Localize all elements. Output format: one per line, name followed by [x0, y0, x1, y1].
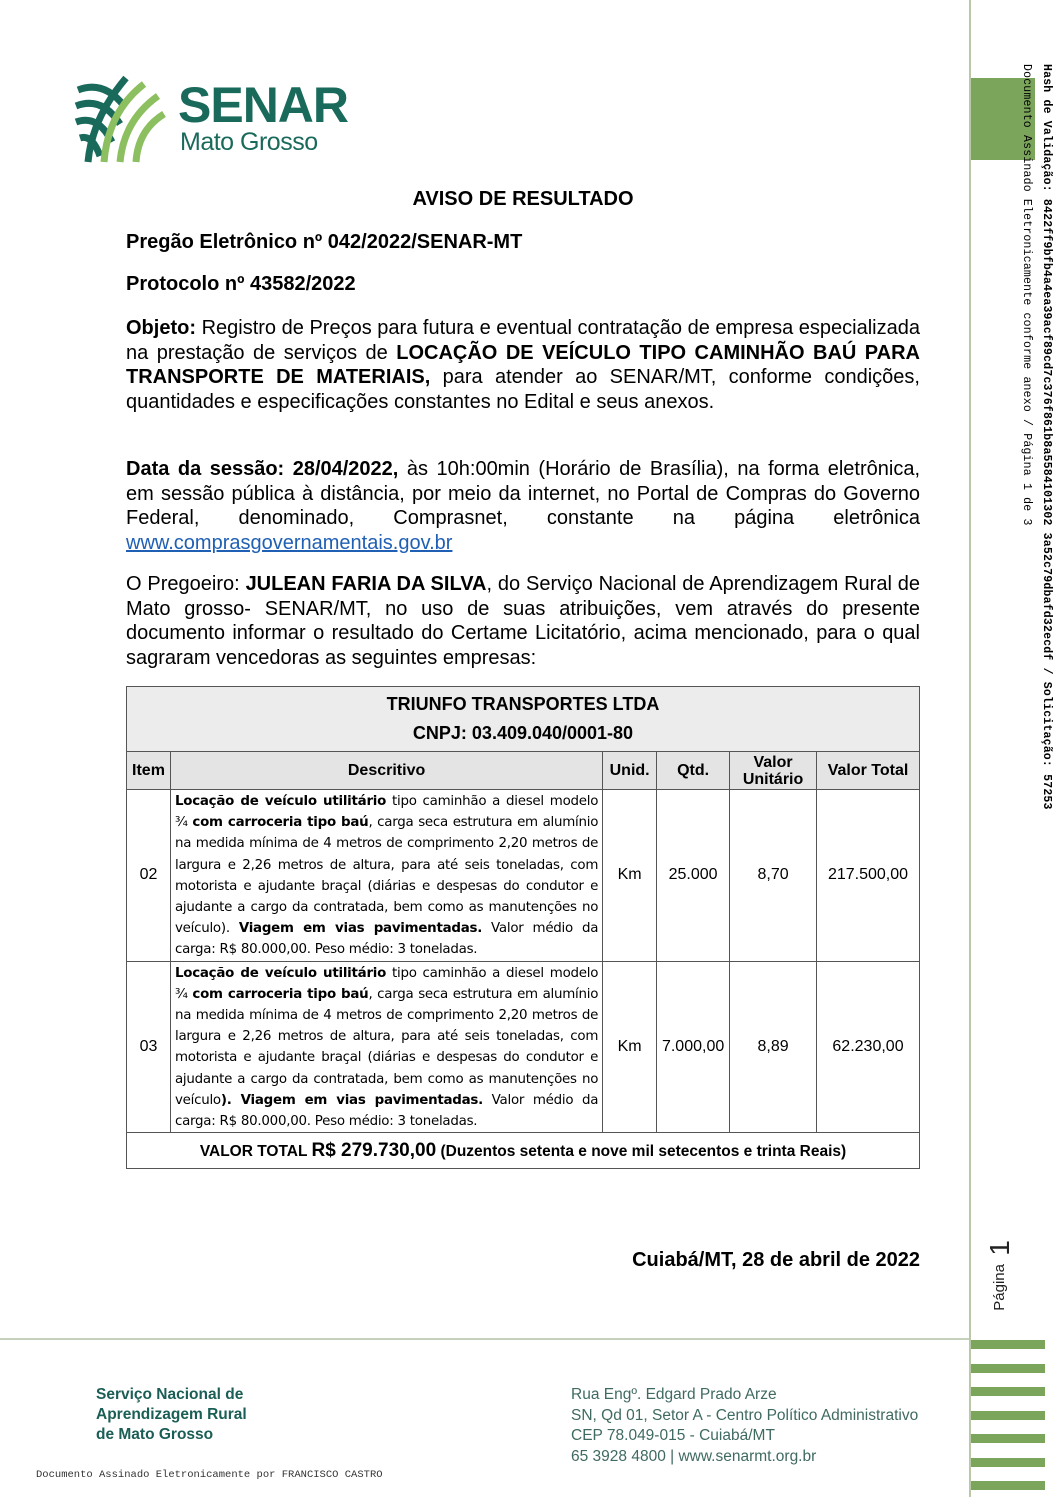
- page-margin-line: [969, 0, 971, 1497]
- protocolo-number: Protocolo nº 43582/2022: [126, 273, 356, 295]
- objeto-text-end: para atender ao SENAR/MT, conforme condições, quantidades e especificações constantes no Edital e seus anexos.: [126, 366, 920, 413]
- sessao-label: Data da sessão: 28/04/2022,: [126, 458, 399, 480]
- pregoeiro-paragraph: [126, 572, 920, 670]
- objeto-paragraph: [126, 316, 920, 414]
- table-row: [127, 790, 920, 962]
- row-valor-total: 217.500,00: [817, 790, 920, 962]
- comprasnet-link[interactable]: www.comprasgovernamentais.gov.br: [126, 531, 453, 554]
- decorative-stripes: [971, 1340, 1045, 1497]
- footer-organization: [96, 1385, 247, 1445]
- document-title: AVISO DE RESULTADO: [412, 188, 634, 210]
- row-item: 03: [127, 961, 171, 1133]
- contact-line: 65 3928 4800 | www.senarmt.org.br: [571, 1447, 817, 1465]
- pregao-number: Pregão Eletrônico nº 042/2022/SENAR-MT: [126, 231, 523, 253]
- col-valor-total: Valor Total: [817, 752, 920, 790]
- col-qtd: Qtd.: [657, 752, 730, 790]
- senar-logo: [74, 72, 354, 162]
- org-line: Serviço Nacional de: [96, 1386, 244, 1403]
- address-line: Rua Engº. Edgard Prado Arze: [571, 1386, 777, 1403]
- place-date: Cuiabá/MT, 28 de abril de 2022: [632, 1249, 920, 1271]
- col-valor-unitario: Valor Unitário: [730, 752, 817, 790]
- sessao-paragraph: [126, 457, 920, 555]
- row-item: 02: [127, 790, 171, 962]
- total-row: [127, 1133, 920, 1169]
- row-qtd: 7.000,00: [657, 961, 730, 1133]
- grand-total: [127, 1133, 920, 1169]
- company-header: [127, 687, 920, 752]
- sessao-text: às 10h:00min (Horário de Brasília), na forma eletrônica, em sessão pública à distância, por meio da internet, no Portal de Compras do Governo Federal, denominado, Comprasnet, constante na página eletrônica: [126, 458, 920, 529]
- row-description: Locação de veículo utilitário tipo caminhão a diesel modelo ¾ com carroceria tipo baú, carga seca estrutura em alumínio na medida mínima de 4 metros de comprimento 2,20 metros de largura e 2,26 metros de altura, para até seis toneladas, com motorista e ajudante braçal (diárias e despesas do condutor e ajudante a cargo da contratada, bem como as manutenções no veículo). Viagem em vias pavimentadas. Valor médio da carga: R$ 80.000,00. Peso médio: 3 toneladas.: [170, 961, 602, 1133]
- pregoeiro-name: JULEAN FARIA DA SILVA: [245, 573, 487, 595]
- pregoeiro-text: , do Serviço Nacional de Aprendizagem Rural de Mato grosso- SENAR/MT, no uso de suas atribuições, vem através do presente documento informar o resultado do Certame Licitatório, acima mencionado, para o qual sagraram vencedoras as seguintes empresas:: [126, 573, 920, 669]
- col-descritivo: Descritivo: [170, 752, 602, 790]
- col-item: Item: [127, 752, 171, 790]
- signed-by-notice: Documento Assinado Eletronicamente por FRANCISCO CASTRO: [36, 1469, 383, 1481]
- address-line: SN, Qd 01, Setor A - Centro Político Administrativo: [571, 1406, 919, 1424]
- page-number: 1: [984, 1240, 1015, 1256]
- address-line: CEP 78.049-015 - Cuiabá/MT: [571, 1427, 775, 1444]
- objeto-label: Objeto:: [126, 317, 196, 339]
- signature-notice-vertical: Documento Assinado Eletronicamente conforme anexo / Página 1 de 3: [1020, 64, 1033, 526]
- row-qtd: 25.000: [657, 790, 730, 962]
- total-amount: R$ 279.730,00: [311, 1139, 437, 1161]
- validation-hash: Hash de Validação: 8422ff9bfb4a4ea39acf89cd7c376f861b8a5584101302 3a52c79dbafd32ecdf / Solicitação: 57253: [1040, 64, 1053, 810]
- company-cnpj: CNPJ: 03.409.040/0001-80: [412, 723, 634, 743]
- org-line: de Mato Grosso: [96, 1426, 214, 1443]
- company-name: TRIUNFO TRANSPORTES LTDA: [386, 694, 660, 714]
- row-valor-unitario: 8,70: [730, 790, 817, 962]
- page-label: Página: [991, 1264, 1008, 1311]
- logo-title: SENAR: [178, 77, 349, 133]
- org-line: Aprendizagem Rural: [96, 1406, 247, 1423]
- footer-divider: [0, 1338, 969, 1340]
- footer-address: [571, 1385, 918, 1467]
- objeto-text: Registro de Preços para futura e eventual contratação de empresa especializada na prestação de serviços de: [126, 317, 920, 364]
- senar-leaf-icon: [74, 72, 166, 164]
- row-valor-total: 62.230,00: [817, 961, 920, 1133]
- results-table: [126, 686, 920, 1169]
- col-unid: Unid.: [603, 752, 657, 790]
- page-indicator: [984, 1240, 1016, 1311]
- total-label: VALOR TOTAL: [199, 1142, 312, 1160]
- table-row: [127, 961, 920, 1133]
- row-description: Locação de veículo utilitário tipo caminhão a diesel modelo ¾ com carroceria tipo baú, carga seca estrutura em alumínio na medida mínima de 4 metros de comprimento 2,20 metros de largura e 2,26 metros de altura, para até seis toneladas, com motorista e ajudante braçal (diárias e despesas do condutor e ajudante a cargo da contratada, bem como as manutenções no veículo). Viagem em vias pavimentadas. Valor médio da carga: R$ 80.000,00. Peso médio: 3 toneladas.: [170, 790, 602, 962]
- logo-subtitle: Mato Grosso: [180, 128, 318, 156]
- pregoeiro-intro: O Pregoeiro:: [126, 573, 246, 595]
- total-words: (Duzentos setenta e nove mil setecentos e trinta Reais): [440, 1142, 847, 1160]
- row-unid: Km: [603, 961, 657, 1133]
- row-valor-unitario: 8,89: [730, 961, 817, 1133]
- objeto-service: LOCAÇÃO DE VEÍCULO TIPO CAMINHÃO BAÚ PARA TRANSPORTE DE MATERIAIS,: [126, 341, 920, 388]
- row-unid: Km: [603, 790, 657, 962]
